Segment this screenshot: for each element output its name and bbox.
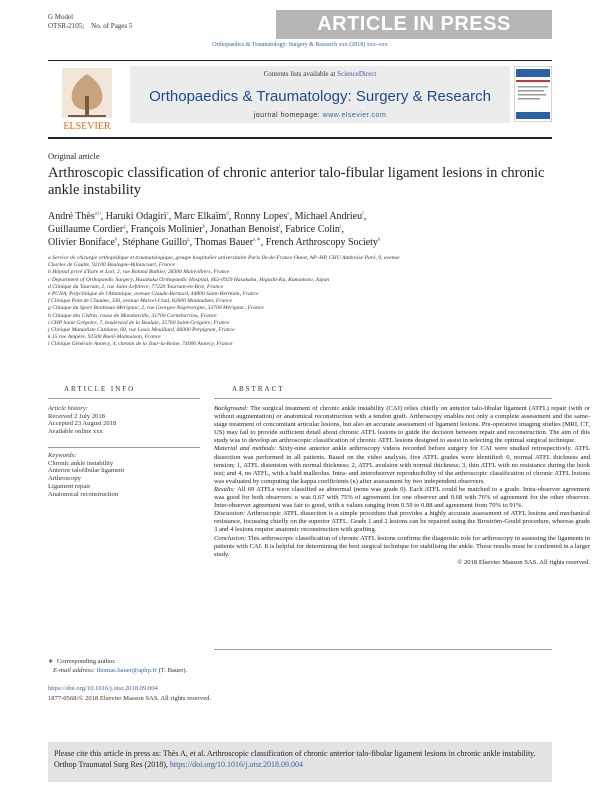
author[interactable]: François Molinier$^h$ bbox=[130, 224, 206, 235]
affiliation: f Clinique Pont de Chaume, 330, avenue Marcel-Unal, 82000 Montauban, France bbox=[48, 298, 233, 305]
affiliation: e PCNA, Polyclinique de l'Atlantique, avenue Claude-Bernard, 44800 Saint-Herblain, France bbox=[48, 291, 259, 298]
abstract-background: Background: The surgical treatment of chronic ankle instability (CAI) relies chiefly on anterior talo-fibular ligament (ATFL) repair (with or without augmentation) or anatomical reconstruction with a tendon graft. Arthroscopy enables not only a complete assessment and the same-stage treatment of concomitant articular lesions, but also an accurate assessment of ligament lesions. Pre-operative imaging studies (MRI, CT, US) may fail to provide sufficient detail about chronic ATFL lesions to guide the decision between repair and reconstruction. The aim of this study was to develop an arthroscopic classification of chronic ATFL lesions designed to assist in selecting the optimal surgical technique. bbox=[214, 405, 590, 445]
affiliation: l Clinique Générale Annecy, 4, chemin de la Tour-la-Reine, 74000 Annecy, France bbox=[48, 341, 233, 348]
author[interactable]: Haruki Odagiri$^c$ bbox=[105, 211, 169, 222]
author[interactable]: Marc Elkaïm$^d$ bbox=[173, 211, 229, 222]
affiliation: g Clinique du Sport Bordeaux-Mérignac, 2, rue Georges-Négrevergne, 33700 Mérignac, France bbox=[48, 305, 264, 312]
article-title: Arthroscopic classification of chronic anterior talo-fibular ligament lesions in chronic ankle instability bbox=[48, 165, 545, 198]
article-in-press-banner: ARTICLE IN PRESS bbox=[276, 10, 552, 39]
journal-header-rule bbox=[48, 137, 552, 139]
model-label: G Model bbox=[48, 13, 74, 21]
manuscript-id bbox=[48, 13, 132, 31]
affiliation: d Clinique du Tournan, 2, rue Jules-Lefebvre, 77220 Tournan-en-Brie, France bbox=[48, 283, 224, 290]
affiliation: b Hôpital privé d'Eure et Loir, 2, rue Roland Buthier, 28300 Mainvilliers, France bbox=[48, 269, 230, 276]
keywords bbox=[48, 452, 198, 498]
affiliation-list bbox=[48, 255, 528, 349]
affiliation: k 15 rue Ampère, 92500 Rueil-Malmaison, France bbox=[48, 334, 161, 341]
author[interactable]: Guillaume Cordier$^g$ bbox=[48, 224, 126, 235]
sciencedirect-link[interactable]: ScienceDirect bbox=[337, 70, 377, 78]
copyright: © 2018 Elsevier Masson SAS. All rights reserved. bbox=[457, 558, 590, 566]
email-link[interactable]: thomas.bauer@aphp.fr bbox=[96, 667, 157, 674]
online-date: Available online xxx bbox=[48, 428, 103, 436]
author[interactable]: Jonathan Benoist$^i$ bbox=[210, 224, 281, 235]
author[interactable]: Ronny Lopes$^e$ bbox=[233, 211, 290, 222]
publisher-name: ELSEVIER bbox=[63, 121, 111, 132]
keyword: Chronic ankle instability bbox=[48, 459, 114, 467]
article-code: OTSR-2105; bbox=[48, 22, 85, 30]
affiliation: c Department of Orthopaedic Surgery, Hasakaka Orthopaedic Hospital, 862-0929 Hasakaba, Higashi-Ku, Kumamoto, Japan bbox=[48, 276, 330, 283]
author[interactable]: Olivier Boniface$^k$ bbox=[48, 237, 118, 248]
journal-homepage bbox=[130, 112, 510, 119]
author[interactable]: Thomas Bauer$^{a,∗}$ bbox=[194, 237, 261, 248]
author[interactable]: André Thès$^{a,b}$ bbox=[48, 211, 101, 222]
article-info-rule bbox=[48, 398, 200, 399]
article-type: Original article bbox=[48, 151, 100, 161]
keywords-rule bbox=[48, 447, 200, 448]
author[interactable]: French Arthroscopy Society$^k$ bbox=[265, 237, 381, 248]
received-date: Received 2 July 2018 bbox=[48, 412, 105, 420]
abstract-heading: ABSTRACT bbox=[232, 385, 285, 393]
accepted-date: Accepted 23 August 2018 bbox=[48, 420, 117, 428]
author[interactable]: Fabrice Colin$^j$ bbox=[285, 224, 342, 235]
author-list: André Thès$^{a,b}$, Haruki Odagiri$^c$, Marc Elkaïm$^d$, Ronny Lopes$^e$, Michael Andrieu$^f$, Guillaume Cordier$^g$, François Molinier$^h$, Jonathan Benoist$^i$, Fabrice Colin$^j$, Olivier Boniface$^k$, Stéphane Guillo$^g$, Thomas Bauer$^{a,∗}$, French Arthroscopy Society$^k$ bbox=[48, 211, 381, 248]
keyword: Anatomical reconstruction bbox=[48, 490, 119, 498]
keyword: Ligament repair bbox=[48, 482, 91, 490]
author[interactable]: Stéphane Guillo$^g$ bbox=[122, 237, 190, 248]
corresponding-author: ∗ Corresponding author. E-mail address: thomas.bauer@aphp.fr (T. Bauer). bbox=[48, 658, 188, 674]
header-divider bbox=[48, 60, 552, 61]
affiliation: Charles de Gaulle, 92100 Boulogne-Billancourt, France bbox=[48, 262, 175, 269]
issn-line: 1877-0568/© 2018 Elsevier Masson SAS. All rights reserved. bbox=[48, 695, 212, 702]
affiliation: a Service de chirurgie orthopédique et traumatologique, groupe hospitalier universitaire Paris Ile-de-France Ouest, AP–HP, CHU Ambroise Paré, 9, avenue bbox=[48, 255, 400, 261]
keywords-label: Keywords: bbox=[48, 452, 77, 459]
journal-reference[interactable]: Orthopaedics & Traumatology: Surgery & Research xxx (2018) xxx–xxx bbox=[212, 42, 388, 48]
journal-cover-thumbnail[interactable] bbox=[514, 66, 552, 122]
article-history bbox=[48, 405, 198, 436]
contents-prefix: Contents lists available at bbox=[263, 70, 336, 78]
abstract-rule bbox=[214, 398, 552, 399]
keyword: Anterior talofibular ligament bbox=[48, 467, 125, 475]
article-info-heading: ARTICLE INFO bbox=[64, 385, 136, 393]
abstract-end-rule bbox=[214, 649, 552, 650]
author[interactable]: Michael Andrieu$^f$ bbox=[294, 211, 364, 222]
abstract-conclusion: Conclusion: This arthroscopic classification of chronic ATFL lesions confirms the diagnostic role for arthroscopy in assessing the ligaments in patients with CAI. It is helpful for determining the best surgical technique for stabilising the ankle. These results must be confirmed in a larger study. bbox=[214, 534, 590, 558]
keyword: Arthroscopy bbox=[48, 475, 81, 483]
abstract-discussion: Discussion: Arthroscopic ATFL dissection is a simple procedure that provides a highly accurate assessment of ATFL lesions and mechanical resistance, focussing chiefly on the superior ATFL. Grade 1 and 2 lesions can be repaired using the Broström-Gould procedure, whereas grade 3 and 4 lesions require anatomic reconstruction with grafting. bbox=[214, 510, 590, 534]
affiliation: i CHP Saint Grégoire, 7, boulevard de la Boulaie, 35760 Saint-Grégoire, France bbox=[48, 319, 230, 326]
affiliation: h Clinique des Cèdres, rouse de Mondonville, 31700 Cornebarrieu, France bbox=[48, 312, 217, 319]
history-label: Article history: bbox=[48, 405, 89, 412]
journal-title[interactable]: Orthopaedics & Traumatology: Surgery & Research bbox=[149, 88, 491, 105]
citation-doi-link[interactable]: https://doi.org/10.1016/j.otsr.2018.09.004 bbox=[169, 760, 304, 769]
abstract-body bbox=[214, 405, 590, 567]
citation-text: Please cite this article in press as: Thès A, et al. Arthroscopic classification of chronic anterior talo-fibular ligament lesions in chronic ankle instability. Orthop Traumatol Surg Res (2018), https://doi.org/10.1016/j.otsr.2018.09.004 bbox=[54, 749, 536, 769]
homepage-link[interactable]: www.elsevier.com bbox=[322, 112, 387, 119]
page-count: No. of Pages 5 bbox=[91, 22, 133, 30]
abstract-methods: Material and methods: Sixty-nine anterior ankle arthroscopy videos recorded before surgery for CAI were studied retrospectively. ATFL dissection was performed in all patients. Based on the video analysis, five ATFL grades were identified: 0, normal ATFL thickness and tension; 1, ATFL distension with normal thickness; 2, ATFL avulsion with normal thickness; 3, thin ATFL with no resistance during the hook test; and 4, no ATFL, with a bald malleolus. Intra- and interobserver reproducibility of the arthroscopic classification of chronic ATFL lesions was evaluated by computing the kappa coefficients (κ) after assessment by two independent observers. bbox=[214, 445, 590, 485]
doi-link[interactable]: https://doi.org/10.1016/j.otsr.2018.09.004 bbox=[48, 685, 158, 692]
elsevier-logo bbox=[48, 66, 126, 132]
contents-line bbox=[130, 70, 510, 78]
homepage-label: journal homepage: bbox=[253, 112, 321, 119]
affiliation: j Clinique Mutualiste Catalane, 60, rue Louis Mouillard, 66000 Perpignan, France bbox=[48, 327, 235, 334]
abstract-results: Results: All 69 ATFLs were classified as abnormal (none was grade 0). Each ATFL could be matched to a grade. Intra-observer agreement was good for both observers: κ was 0.67 with 75% of agreement for one observer and 0.68 with 76% of agreement for the other observer. Inter-observer agreement was fair to good, with κ values ranging from 0.59 to 0.88 and agreement from 70% to 91%. bbox=[214, 485, 590, 510]
